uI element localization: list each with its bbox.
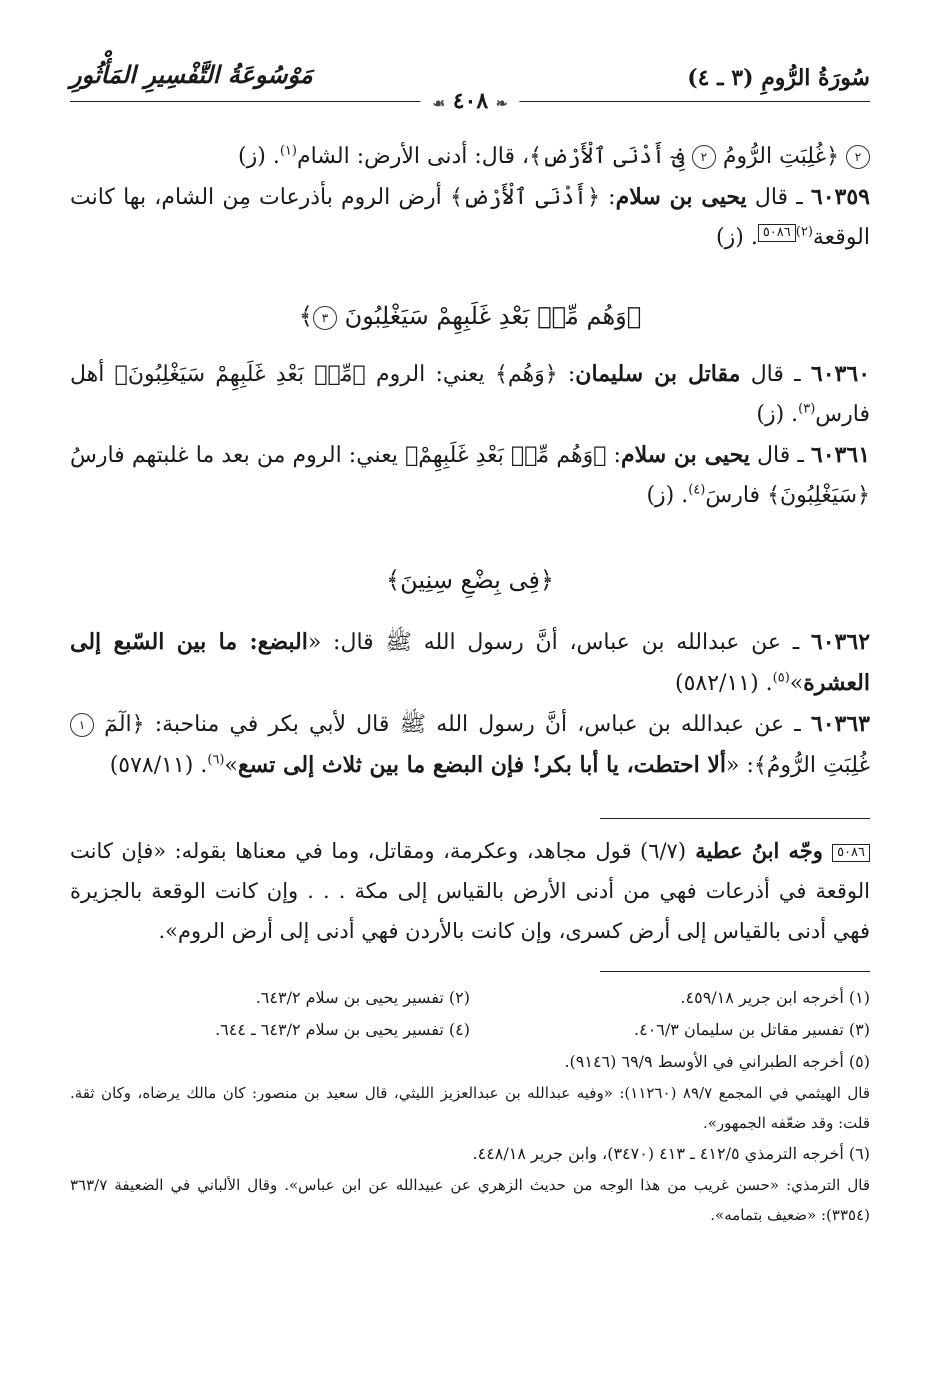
note-number-box: ٥٠٨٦ xyxy=(832,844,870,862)
report-number: ٦٠٣٥٩ xyxy=(810,184,870,210)
ayah-marker: ٢ xyxy=(846,145,870,169)
narrator-name: مقاتل بن سليمان xyxy=(575,361,741,387)
hadith-text: ألا احتطت، يا أبا بكر! فإن البضع ما بين ثلاث إلى تسع xyxy=(237,752,726,778)
report-60363: ٦٠٣٦٣ ـ عن عبدالله بن عباس، أنَّ رسول الله ﷺ قال لأبي بكر في مناحبة: ﴿الٓمٓ ١ غُلِبَتِ الرُّومُ﴾: «ألا احتطت، يا أبا بكر! فإن البضع ما بين ثلاث إلى تسع»$^{(٦)}$. (٥٧٨/١١) xyxy=(70,704,870,786)
surah-heading xyxy=(687,65,870,91)
book-title: مَوْسُوعَةُ التَّفْسِيرِ المَأْثُورِ xyxy=(70,60,313,89)
footnote-ref[interactable]: (١) xyxy=(279,143,297,159)
footnotes-grid xyxy=(70,982,870,1046)
report-number: ٦٠٣٦٢ xyxy=(810,629,871,655)
footnote-4: (٤) تفسير يحيى بن سلام ٦٤٣/٢ ـ ٦٤٤. xyxy=(215,1020,470,1039)
footnote-ref[interactable]: (٣) xyxy=(798,401,816,417)
page-number-box xyxy=(420,88,519,114)
footnote-3: (٣) تفسير مقاتل بن سليمان ٤٠٦/٣. xyxy=(634,1020,870,1039)
verse-commentary-1: ٢ ﴿غُلِبَتِ الرُّومُ ٢ فِىٓ أَدْنَى ٱلْأَرْضِ﴾، قال: أدنى الأرض: الشام$^{(١)}$. (ز) xyxy=(70,137,870,177)
ayah-marker: ٢ xyxy=(692,145,716,169)
report-number: ٦٠٣٦١ xyxy=(810,442,871,468)
hadith-text: البضع: ما بين السّبع إلى العشرة xyxy=(70,629,870,696)
report-60359: ٦٠٣٥٩ ـ قال يحيى بن سلام: ﴿أَدْنَى ٱلْأَرْضِ﴾ أرض الروم بأذرعات مِن الشام، بها كانت الوقعة$^{(٢)}$٥٠٨٦. (ز) xyxy=(70,184,870,250)
footnote-ref[interactable]: (٦) xyxy=(207,752,225,768)
footnote-1: (١) أخرجه ابن جرير ٤٥٩/١٨. xyxy=(680,988,870,1007)
narrator-name: يحيى بن سلام xyxy=(615,184,747,210)
footnotes-divider xyxy=(600,971,870,972)
report-number: ٦٠٣٦٠ xyxy=(810,361,871,387)
footnote-6-comment: قال الترمذي: «حسن غريب من هذا الوجه من حديث الزهري عن عبيدالله عن ابن عباس». وقال الألباني في الضعيفة ٣٦٣/٧ (٣٣٥٤): «ضعيف بتمامه». xyxy=(70,1176,870,1224)
footnote-ref[interactable]: (٥) xyxy=(772,670,790,686)
verse-range: (٣ ـ ٤) xyxy=(687,65,754,91)
footnote-5-comment: قال الهيثمي في المجمع ٨٩/٧ (١١٢٦٠): «وفيه عبدالله بن عبدالعزيز الليثي، قال سعيد بن منصور: كان مالك يرضاه، وكان ثقة. قلت: وقد ضعّفه الجمهور». xyxy=(70,1084,871,1132)
note-ref-box[interactable]: ٥٠٨٦ xyxy=(758,224,796,242)
note-author: وجّه ابنُ عطية xyxy=(686,838,833,863)
note-5086: ٥٠٨٦ وجّه ابنُ عطية (٦/٧) قول مجاهد، وعكرمة، ومقاتل، وما في معناها بقوله: «فإن كانت الوقعة في أذرعات فهي من أدنى الأرض بالقياس إلى مكة . . . وإن كانت الوقعة بالجزيرة فهي أدنى بالقياس إلى أرض كسرى، وإن كانت بالأردن فهي أدنى إلى أرض الروم». xyxy=(70,838,870,943)
ayah-marker: ٣ xyxy=(313,306,337,330)
footnote-5: (٥) أخرجه الطبراني في الأوسط ٦٩/٩ (٩١٤٦). xyxy=(564,1052,870,1071)
ayah-marker: ١ xyxy=(70,713,94,737)
footnote-2: (٢) تفسير يحيى بن سلام ٦٤٣/٢. xyxy=(255,988,470,1007)
report-60361: ٦٠٣٦١ ـ قال يحيى بن سلام: ﴿وَهُم مِّنۢ بَعْدِ غَلَبِهِمْ﴾ يعني: الروم من بعد ما غلبتهم فارسُ ﴿سَيَغْلِبُونَ﴾ فارسَ$^{(٤)}$. (ز) xyxy=(70,442,871,508)
report-60362: ٦٠٣٦٢ ـ عن عبدالله بن عباس، أنَّ رسول الله ﷺ قال: «البضع: ما بين السّبع إلى العشرة»$^{(٥)}$. (٥٨٢/١١) xyxy=(70,629,871,696)
verse-heading-4: ﴿فِى بِضْعِ سِنِينَ﴾ xyxy=(386,566,554,594)
ornament-icon: ☙ xyxy=(432,96,446,112)
footnote-ref[interactable]: (٤) xyxy=(688,482,706,498)
page-number: ٤٠٨ xyxy=(452,88,489,114)
report-number: ٦٠٣٦٣ xyxy=(810,711,870,737)
report-60360: ٦٠٣٦٠ ـ قال مقاتل بن سليمان: ﴿وَهُم﴾ يعني: الروم ﴿مِّنۢ بَعْدِ غَلَبِهِمْ سَيَغْلِبُونَ﴾ أهل فارس$^{(٣)}$. (ز) xyxy=(70,361,871,427)
footnote-ref[interactable]: (٢) xyxy=(795,224,813,240)
page-header xyxy=(70,55,870,115)
page xyxy=(70,55,870,1230)
notes-divider xyxy=(600,818,870,819)
footnote-6: (٦) أخرجه الترمذي ٤١٢/٥ ـ ٤١٣ (٣٤٧٠)، وابن جرير ٤٤٨/١٨. xyxy=(472,1144,870,1163)
surah-name: سُورَةُ الرُّومِ xyxy=(761,65,870,91)
verse-heading-3: ﴿وَهُم مِّنۢ بَعْدِ غَلَبِهِمْ سَيَغْلِبُونَ ٣﴾ xyxy=(298,302,642,330)
ornament-icon: ❧ xyxy=(495,96,508,112)
narrator-name: يحيى بن سلام xyxy=(620,442,750,468)
